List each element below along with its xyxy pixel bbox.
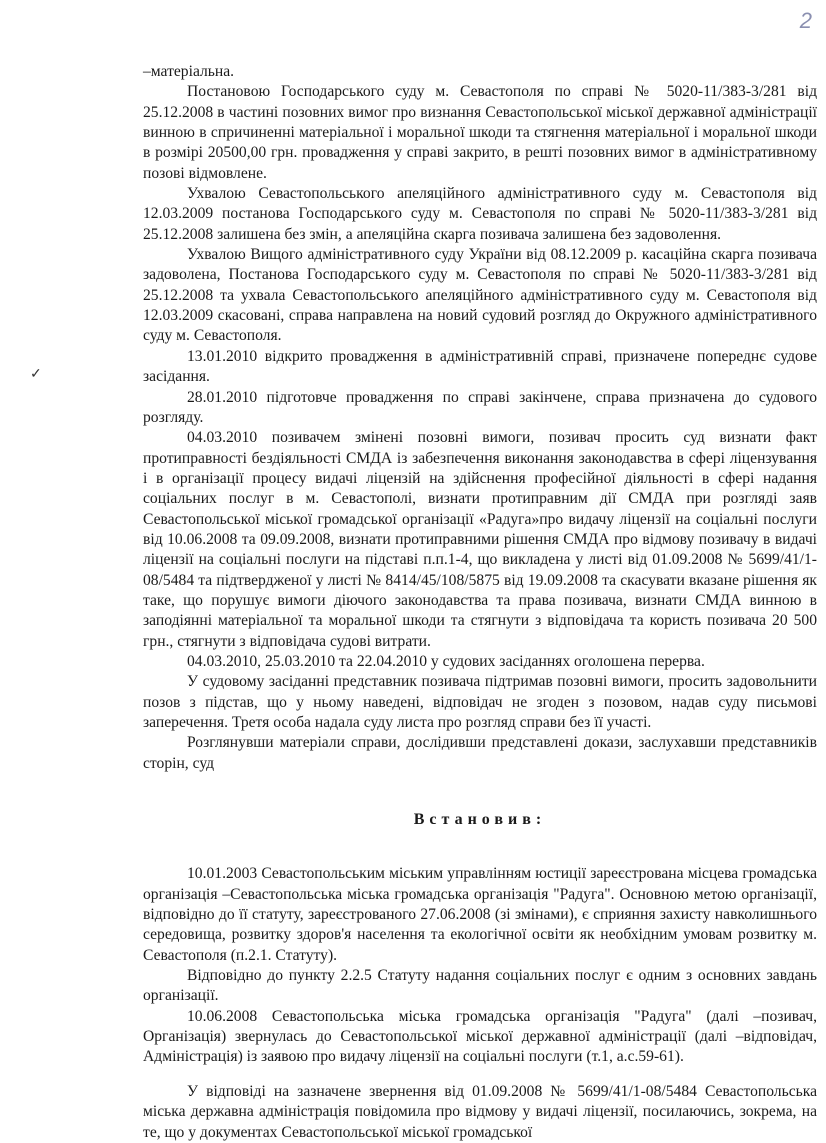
paragraph: Ухвалою Вищого адміністративного суду України від 08.12.2009 р. касаційна скарга позивача задоволена, Постанова Господарського суду м. Севастополя по справі № 5020-11/383-3/281 від 25.12.2008 та ухвала Севастопольського апеляційного адміністративного суду м. Севастополя від 12.03.2009 скасовані, справа направлена на новий судовий розгляд до Окружного адміністративного суду м. Севастополя.	[143, 246, 817, 345]
paragraph: У судовому засіданні представник позивача підтримав позовні вимоги, просить задовольнити позов з підстав, що у ньому наведені, відповідач не згоден з позовом, надав суду письмові заперечення. Третя особа надала суду листа про розгляд справи без її участі.	[143, 673, 817, 731]
paragraph: 04.03.2010 позивачем змінені позовні вимоги, позивач просить суд визнати факт протиправності бездіяльності СМДА із забезпечення виконання законодавства в сфері ліцензування і в організації процесу видачі ліцензій на здійснення професійної діяльності в сфері надання соціальних послуг в м. Севастополі, визнати протиправним дії СМДА при розгляді заяв Севастопольської міської громадської організації «Радуга»про видачу ліцензії на соціальні послуги від 10.06.2008 та 09.09.2008, визнати протиправними рішення СМДА про відмову позивачу в видачі ліцензії на соціальні послуги на підставі п.п.1-4, що викладена у листі від 01.09.2008 № 5699/41/1-08/5484 та підтвердженої у листі № 8414/45/108/5875 від 19.09.2008 та скасувати вказане рішення як таке, що порушує вимоги діючого законодавства та права позивача, визнати СМДА винною в заподіянні матеріальної та моральної шкоди та стягнути з відповідача та користь позивача 20 500 грн., стягнути з відповідача судові витрати.	[143, 429, 817, 650]
paragraph-continuation: –матеріальна.	[143, 63, 235, 80]
paragraph: 13.01.2010 відкрито провадження в адміністративній справі, призначене попереднє судове засідання.	[143, 347, 817, 386]
paragraph: Постановою Господарського суду м. Севастополя по справі № 5020-11/383-3/281 від 25.12.2008 в частині позовних вимог про визнання Севастопольської міської державної адміністрації винною в спричиненні матеріальної і моральної шкоди та стягнення матеріальної і моральної шкоди в розмірі 20500,00 грн. провадження у справі закрито, в решті позовних вимог в адміністративному позові відмовлене.	[143, 83, 817, 182]
page-number: 2	[799, 8, 812, 33]
paragraph-gap	[143, 1068, 817, 1082]
paragraph: 10.06.2008 Севастопольська міська громадська організація "Радуга" (далі –позивач, Організація) звернулась до Севастопольської міської державної адміністрації (далі –відповідач, Адміністрація) із заявою про видачу ліцензії на соціальні послуги (т.1, а.с.59-61).	[143, 1007, 817, 1066]
document-body	[143, 62, 817, 1143]
margin-check-mark: ✓	[30, 367, 42, 382]
paragraph: 04.03.2010, 25.03.2010 та 22.04.2010 у судових засіданнях оголошена перерва.	[187, 652, 705, 670]
paragraph: Відповідно до пункту 2.2.5 Статуту надання соціальних послуг є одним з основних завдань організації.	[143, 967, 817, 1005]
section-heading: Встановив:	[413, 811, 547, 829]
paragraph: Ухвалою Севастопольського апеляційного адміністративного суду м. Севастополя від 12.03.2009 постанова Господарського суду м. Севастополя по справі № 5020-11/383-3/281 від 25.12.2008 залишена без змін, а апеляційна скарга позивача залишена без задоволення.	[143, 185, 817, 243]
paragraph: 28.01.2010 підготовче провадження по справі закінчене, справа призначена до судового розгляду.	[143, 388, 817, 426]
paragraph: 10.01.2003 Севастопольським міським управлінням юстиції зареєстрована місцева громадська організація –Севастопольська міська громадська організація "Радуга". Основною метою організації, відповідно до її статуту, зареєстрованого 27.06.2008 (зі змінами), є сприяння захисту навколишнього середовища, розвитку здоров'я населення та екологічної освіти як необхідним умовам розвитку м. Севастополя (п.2.1. Статуту).	[143, 865, 817, 964]
paragraph: У відповіді на зазначене звернення від 01.09.2008 № 5699/41/1-08/5484 Севастопольська міська державна адміністрація повідомила про відмову у видачі ліцензії, посилаючись, зокрема, на те, що у документах Севастопольської міської громадської	[143, 1082, 817, 1141]
paragraph: Розглянувши матеріали справи, дослідивши представлені докази, заслухавши представників сторін, суд	[143, 734, 817, 772]
